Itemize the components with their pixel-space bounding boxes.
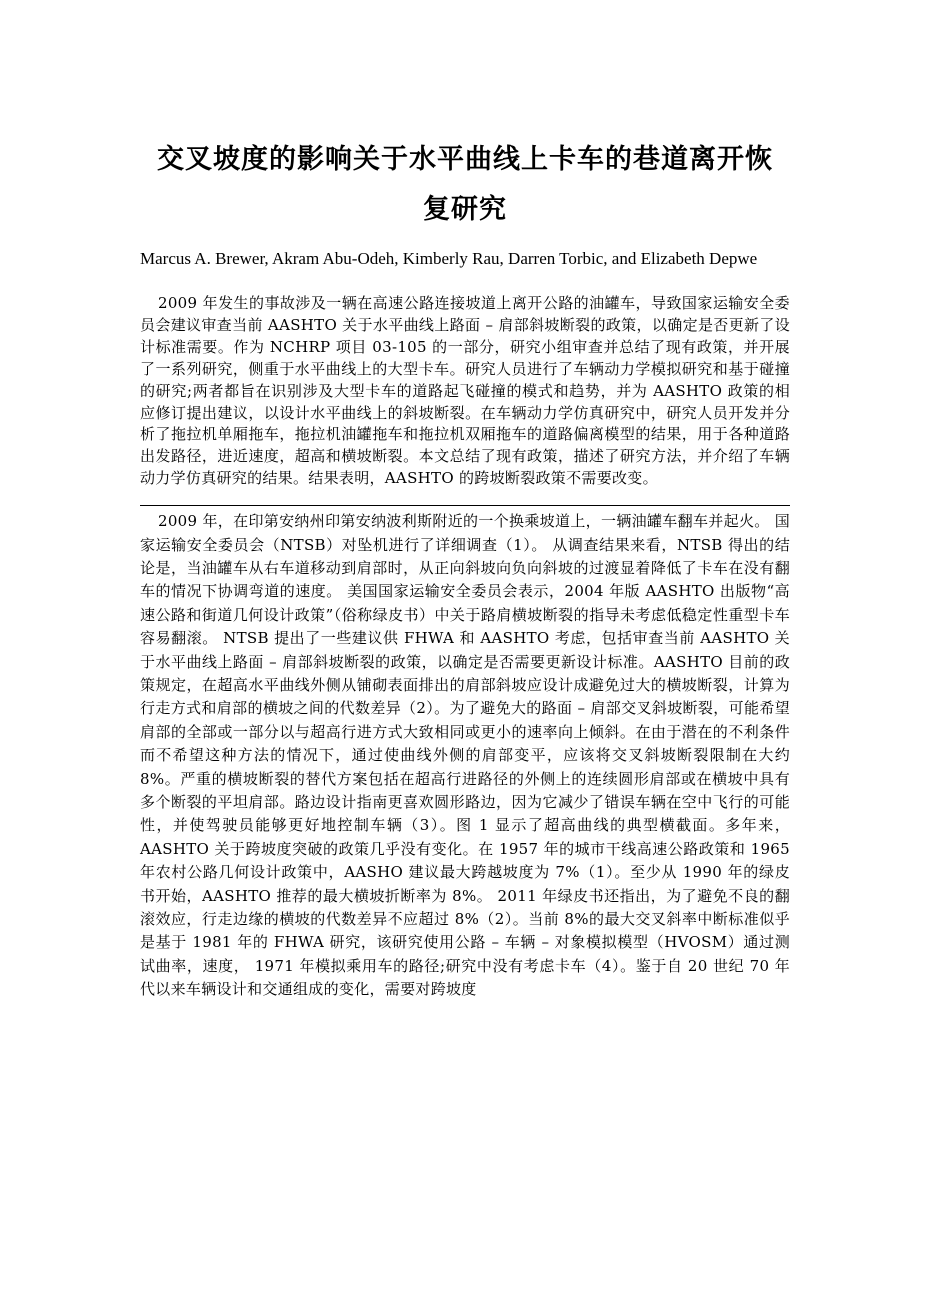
abstract-paragraph: 2009 年发生的事故涉及一辆在高速公路连接坡道上离开公路的油罐车，导致国家运输安全委员会建议审查当前 AASHTO 关于水平曲线上路面 – 肩部斜坡断裂的政策，以确定是否更新了设计标准需要。作为 NCHRP 项目 03-105 的一部分，研究小组审查并总结了现有政策，并开展了一系列研究，侧重于水平曲线上的大型卡车。研究人员进行了车辆动力学模拟研究和基于碰撞的研究;两者都旨在识别涉及大型卡车的道路起飞碰撞的模式和趋势，并为 AASHTO 政策的相应修订提出建议，以设计水平曲线上的斜坡断裂。在车辆动力学仿真研究中，研究人员开发并分析了拖拉机单厢拖车，拖拉机油罐拖车和拖拉机双厢拖车的道路偏离模型的结果，用于各种道路出发路径，进近速度，超高和横坡断裂。本文总结了现有政策，描述了研究方法，并介绍了车辆动力学仿真研究的结果。结果表明，AASHTO 的跨坡断裂政策不需要改变。 <box>140 294 790 488</box>
author-list: Marcus A. Brewer, Akram Abu-Odeh, Kimberly Rau, Darren Torbic, and Elizabeth Depwe <box>140 249 758 268</box>
paper-title <box>140 135 790 235</box>
paper-page <box>140 0 790 1017</box>
title-line-2: 复研究 <box>423 194 507 225</box>
section-divider <box>140 505 790 506</box>
body-paragraph: 2009 年，在印第安纳州印第安纳波利斯附近的一个换乘坡道上，一辆油罐车翻车并起火。 国家运输安全委员会（NTSB）对坠机进行了详细调查（1）。 从调查结果来看，NTSB 得出的结论是，当油罐车从右车道移动到肩部时，从正向斜坡向负向斜坡的过渡显着降低了卡车在没有翻车的情况下协调弯道的速度。 美国国家运输安全委员会表示，2004 年版 AASHTO 出版物“高速公路和街道几何设计政策”（俗称绿皮书）中关于路肩横坡断裂的指导未考虑低稳定性重型卡车容易翻滚。 NTSB 提出了一些建议供 FHWA 和 AASHTO 考虑，包括审查当前 AASHTO 关于水平曲线上路面 – 肩部斜坡断裂的政策，以确定是否需要更新设计标准。AASHTO 目前的政策规定，在超高水平曲线外侧从铺砌表面排出的肩部斜坡应设计成避免过大的横坡断裂，计算为行走方式和肩部的横坡之间的代数差异（2）。为了避免大的路面 – 肩部交叉斜坡断裂，可能希望肩部的全部或一部分以与超高行进方式大致相同或更小的速率向上倾斜。在由于潜在的不利条件而不希望这种方法的情况下，通过使曲线外侧的肩部变平，应该将交叉斜坡断裂限制在大约 8%。严重的横坡断裂的替代方案包括在超高行进路径的外侧上的连续圆形肩部或在横坡中具有多个断裂的平坦肩部。路边设计指南更喜欢圆形路边，因为它减少了错误车辆在空中飞行的可能性，并使驾驶员能够更好地控制车辆（3）。图 1 显示了超高曲线的典型横截面。多年来，AASHTO 关于跨坡度突破的政策几乎没有变化。在 1957 年的城市干线高速公路政策和 1965 年农村公路几何设计政策中，AASHO 建议最大跨越坡度为 7%（1）。至少从 1990 年的绿皮书开始，AASHTO 推荐的最大横坡折断率为 8%。 2011 年绿皮书还指出，为了避免不良的翻滚效应，行走边缘的横坡的代数差异不应超过 8%（2）。当前 8%的最大交叉斜率中断标准似乎是基于 1981 年的 FHWA 研究，该研究使用公路 – 车辆 – 对象模拟模型（HVOSM）通过测试曲率，速度， 1971 年模拟乘用车的路径;研究中没有考虑卡车（4）。鉴于自 20 世纪 70 年代以来车辆设计和交通组成的变化，需要对跨坡度 <box>140 512 790 999</box>
title-line-1: 交叉坡度的影响关于水平曲线上卡车的巷道离开恢 <box>157 144 773 175</box>
